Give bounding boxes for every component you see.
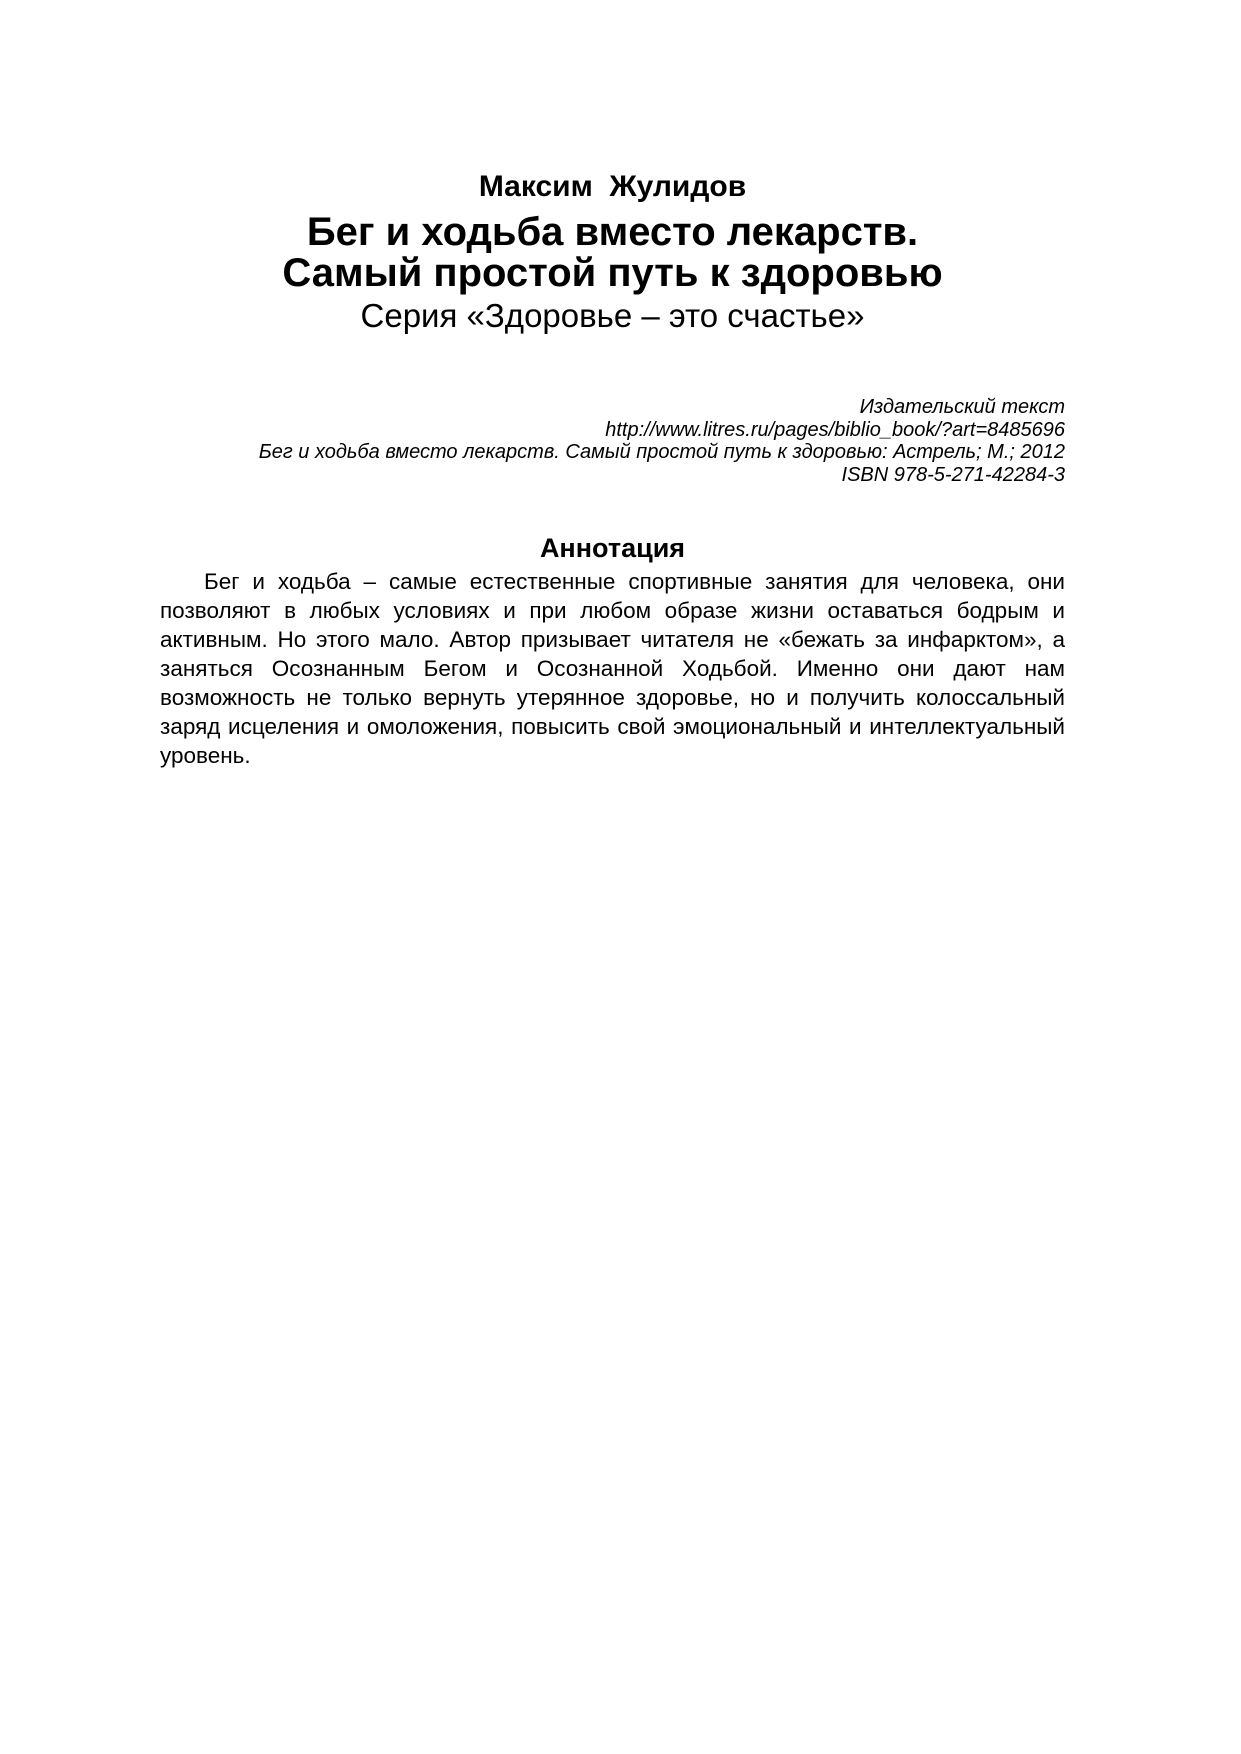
- page-content: [160, 0, 1065, 770]
- publisher-info: [160, 396, 1065, 486]
- annotation-paragraph: Бег и ходьба – самые естественные спортивные занятия для человека, они позволяют в любых условиях и при любом образе жизни оставаться бодрым и активным. Но этого мало. Автор призывает читателя не «бежать за инфарктом», а заняться Осознанным Бегом и Осознанной Ходьбой. Именно они дают нам возможность не только вернуть утерянное здоровье, но и получить колоссальный заряд исцеления и омоложения, повысить свой эмоциональный и интеллектуальный уровень.: [160, 569, 1065, 768]
- author-name: Максим Жулидов: [478, 170, 747, 203]
- publisher-text-label: Издательский текст: [859, 396, 1065, 418]
- book-title-line1: Бег и ходьба вместо лекарств.: [306, 210, 919, 254]
- imprint-line: Бег и ходьба вместо лекарств. Самый простой путь к здоровью: Астрель; М.; 2012: [258, 441, 1065, 463]
- book-title-line2: Самый простой путь к здоровью: [282, 251, 943, 295]
- book-url[interactable]: http://www.litres.ru/pages/biblio_book/?art=8485696: [605, 418, 1065, 441]
- series-name: Серия «Здоровье – это счастье»: [360, 297, 865, 334]
- isbn-line: ISBN 978-5-271-42284-3: [841, 463, 1065, 486]
- book-title: [160, 212, 1065, 294]
- annotation-heading: Аннотация: [539, 533, 686, 563]
